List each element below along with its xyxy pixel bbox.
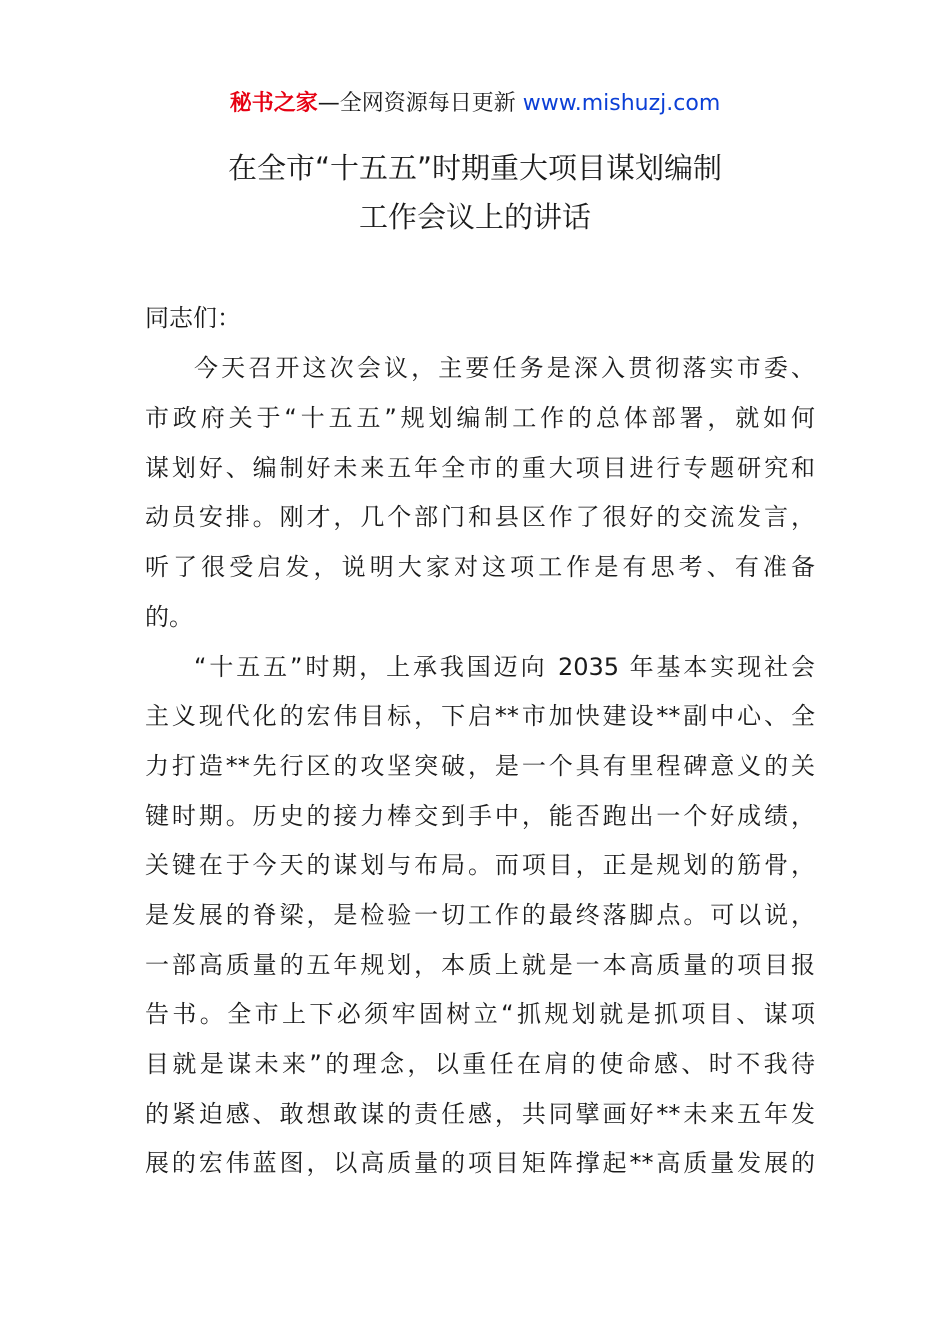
paragraph-2-line: 目就是谋未来”的理念，以重任在肩的使命感、时不我待	[145, 1050, 815, 1078]
paragraph-1-line: 的。	[145, 603, 193, 631]
site-header	[0, 88, 950, 120]
paragraph-2-line: 一部高质量的五年规划，本质上就是一本高质量的项目报	[145, 951, 815, 979]
paragraph-1-line: 动员安排。刚才，几个部门和县区作了很好的交流发言，	[145, 503, 815, 531]
salutation: 同志们：	[145, 304, 241, 332]
document-title-line-2: 工作会议上的讲话	[358, 200, 591, 234]
paragraph-2-line: 力打造**先行区的攻坚突破，是一个具有里程碑意义的关	[145, 752, 815, 780]
paragraph-2-line: 键时期。历史的接力棒交到手中，能否跑出一个好成绩，	[145, 802, 815, 830]
paragraph-2-line: 的紧迫感、敢想敢谋的责任感，共同擘画好**未来五年发	[145, 1100, 815, 1128]
paragraph-2-line: 展的宏伟蓝图，以高质量的项目矩阵撑起**高质量发展的	[145, 1149, 815, 1177]
document-title-line-1: 在全市“十五五”时期重大项目谋划编制	[227, 151, 723, 185]
paragraph-2-line: 关键在于今天的谋划与布局。而项目，正是规划的筋骨，	[145, 851, 815, 879]
paragraph-1-line: 谋划好、编制好未来五年全市的重大项目进行专题研究和	[145, 454, 815, 482]
paragraph-1-line: 听了很受启发，说明大家对这项工作是有思考、有准备	[145, 553, 815, 581]
paragraph-1-line: 今天召开这次会议，主要任务是深入贯彻落实市委、	[194, 354, 815, 382]
paragraph-2-line: 是发展的脊梁，是检验一切工作的最终落脚点。可以说，	[145, 901, 815, 929]
paragraph-2-line: 告书。全市上下必须牢固树立“抓规划就是抓项目、谋项	[145, 1000, 815, 1028]
site-brand: 秘书之家	[229, 91, 318, 116]
paragraph-1-line: 市政府关于“十五五”规划编制工作的总体部署，就如何	[145, 404, 815, 432]
paragraph-2-line: “十五五”时期，上承我国迈向 2035 年基本实现社会	[194, 653, 815, 681]
site-url-link[interactable]: www.mishuzj.com	[522, 91, 721, 116]
site-tagline: —全网资源每日更新	[317, 91, 523, 116]
paragraph-2-line: 主义现代化的宏伟目标，下启**市加快建设**副中心、全	[145, 702, 815, 730]
